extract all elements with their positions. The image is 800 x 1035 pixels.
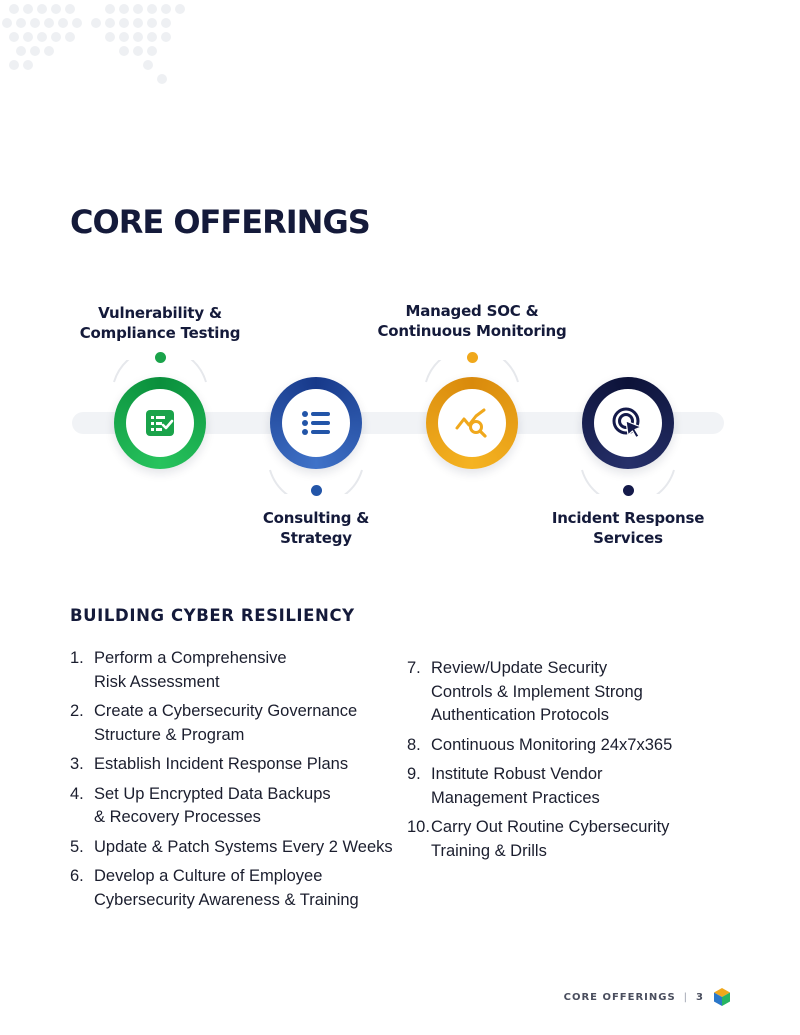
footer-separator: | [683, 991, 689, 1003]
list-item [407, 816, 737, 863]
footer-section-title: CORE OFFERINGS [563, 991, 676, 1003]
list-item-number: 7. [407, 659, 421, 677]
list-item-text: Update & Patch Systems Every 2 Weeks [94, 837, 393, 856]
offering-label-line: Consulting & [262, 509, 370, 527]
analytics-search-icon [454, 406, 490, 440]
checklist-icon [143, 406, 177, 440]
offering-label-line: Strategy [280, 529, 352, 547]
list-item-text: Review/Update Security Controls & Implement Strong Authentication Protocols [431, 659, 643, 724]
offering-consulting-badge [270, 377, 362, 469]
list-item-number: 4. [70, 784, 84, 803]
list-item-number: 9. [407, 765, 421, 783]
list-item [70, 700, 400, 747]
list-item-text: Carry Out Routine Cybersecurity Training & Drills [431, 818, 670, 860]
list-item [70, 783, 400, 830]
list-item-number: 5. [70, 837, 84, 856]
target-cursor-icon [611, 406, 645, 440]
offering-label-line: Services [593, 529, 663, 547]
brand-cube-logo-icon [712, 987, 732, 1007]
list-icon [299, 406, 333, 440]
offering-pin-dot [623, 485, 634, 496]
list-item [407, 657, 737, 728]
offering-pin-dot [467, 352, 478, 363]
page-title: CORE OFFERINGS [70, 203, 370, 241]
list-item-text: Institute Robust Vendor Management Practices [431, 765, 603, 807]
list-item-number: 8. [407, 735, 421, 754]
offering-label-vulnerability [50, 303, 270, 343]
list-item [70, 836, 400, 860]
offering-label-consulting [206, 508, 426, 548]
offering-label-managed-soc [362, 301, 582, 341]
list-item-number: 3. [70, 755, 84, 773]
resiliency-list-right [407, 657, 737, 869]
list-item-text: Establish Incident Response Plans [94, 755, 349, 773]
offering-label-line: Vulnerability & [98, 304, 222, 322]
list-item [70, 647, 400, 694]
list-item [70, 753, 400, 777]
offering-label-line: Managed SOC & [405, 302, 539, 320]
offering-label-line: Incident Response [551, 509, 705, 527]
resiliency-list-left [70, 647, 400, 918]
offering-label-incident-response [518, 508, 738, 548]
list-item-text: Continuous Monitoring 24x7x365 [431, 735, 673, 754]
offering-label-line: Compliance Testing [79, 324, 241, 342]
list-item-number: 2. [70, 702, 84, 720]
list-item-number: 1. [70, 649, 84, 667]
list-item-text: Develop a Culture of Employee Cybersecurity Awareness & Training [94, 867, 359, 909]
offering-incident-response-badge [582, 377, 674, 469]
list-item [70, 865, 400, 912]
decorative-dot-pattern [0, 0, 200, 90]
list-item-number: 6. [70, 867, 84, 885]
offering-pin-dot [311, 485, 322, 496]
core-offerings-diagram [0, 290, 800, 560]
list-item [407, 734, 737, 758]
page-footer [564, 987, 732, 1007]
list-item [407, 763, 737, 810]
offering-label-line: Continuous Monitoring [377, 322, 567, 340]
section-heading: BUILDING CYBER RESILIENCY [70, 606, 355, 625]
list-item-number: 10. [407, 818, 430, 836]
page-number: 3 [696, 991, 704, 1003]
list-item-text: Set Up Encrypted Data Backups & Recovery Processes [94, 784, 331, 826]
list-item-text: Create a Cybersecurity Governance Structure & Program [94, 702, 358, 744]
offering-vulnerability-badge [114, 377, 206, 469]
offering-pin-dot [155, 352, 166, 363]
list-item-text: Perform a Comprehensive Risk Assessment [94, 649, 287, 691]
offering-managed-soc-badge [426, 377, 518, 469]
